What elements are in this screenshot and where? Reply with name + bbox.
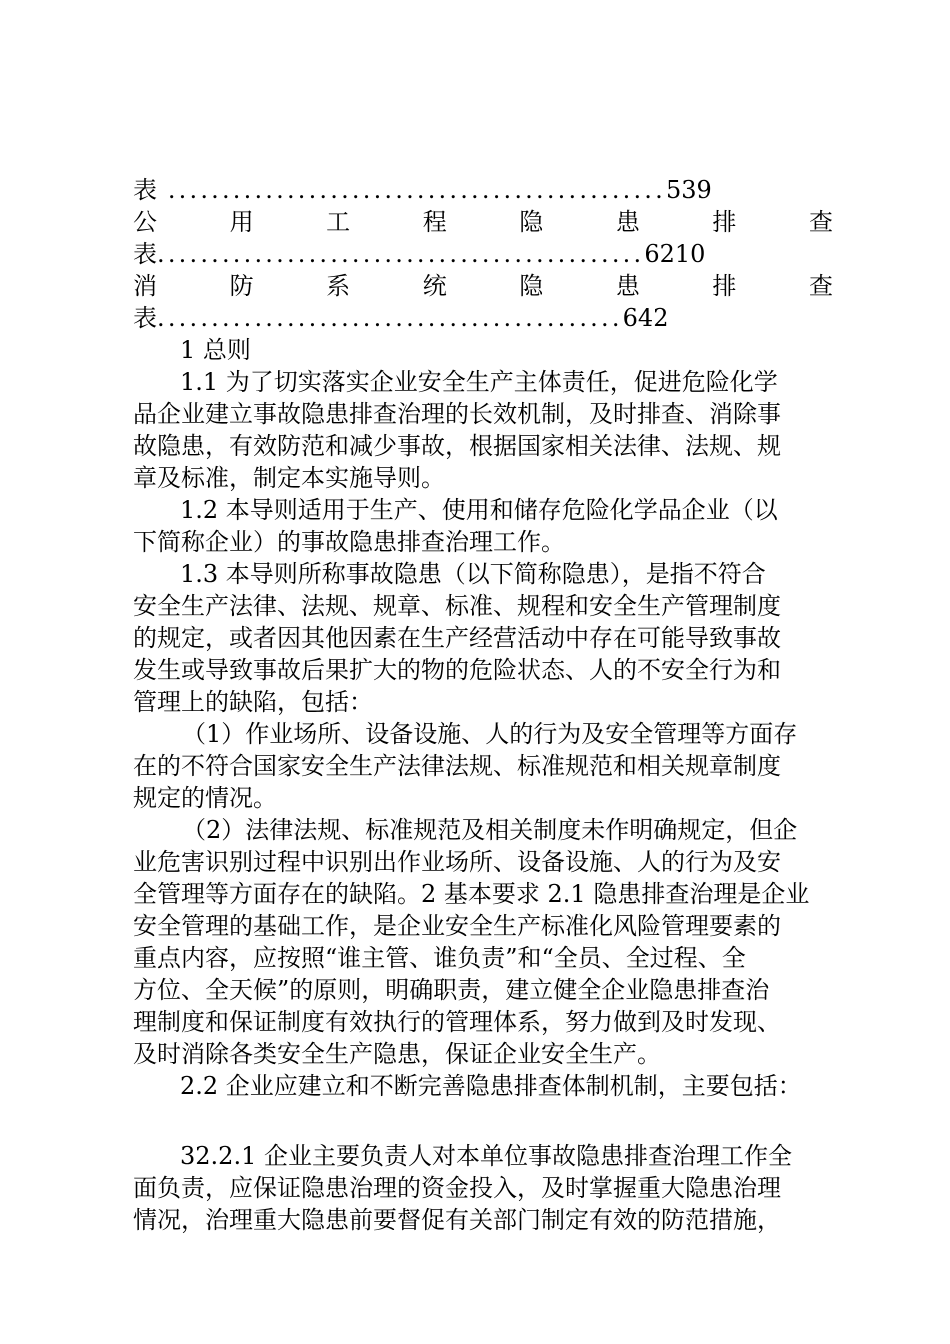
- toc-char: 隐: [519, 208, 544, 236]
- paragraph-line: 全管理等方面存在的缺陷。2 基本要求 2.1 隐患排查治理是企业: [133, 880, 810, 908]
- toc-entry: [133, 302, 833, 334]
- paragraph-line: 管理上的缺陷，包括：: [133, 688, 373, 716]
- paragraph-line: 32.2.1 企业主要负责人对本单位事故隐患排查治理工作全: [180, 1142, 792, 1170]
- toc-leader-dots: ..............................................: [157, 176, 666, 204]
- toc-lead: 表: [133, 176, 157, 204]
- toc-leader-dots: ...........................................: [157, 304, 623, 332]
- paragraph-line: 下简称企业）的事故隐患排查治理工作。: [133, 528, 565, 556]
- paragraph-line: 的规定，或者因其他因素在生产经营活动中存在可能导致事故: [133, 624, 781, 652]
- toc-page-number: 642: [622, 304, 669, 332]
- list-item-line: 规定的情况。: [133, 784, 277, 812]
- paragraph-line: 理制度和保证制度有效执行的管理体系，努力做到及时发现、: [133, 1008, 781, 1036]
- toc-char: 防: [229, 272, 254, 300]
- list-item-line: 业危害识别过程中识别出作业场所、设备设施、人的行为及安: [133, 848, 781, 876]
- toc-char: 隐: [519, 272, 544, 300]
- toc-entry: [133, 174, 833, 206]
- paragraph-line: 面负责，应保证隐患治理的资金投入，及时掌握重大隐患治理: [133, 1174, 781, 1202]
- paragraph-line: 方位、全天候”的原则，明确职责，建立健全企业隐患排查治: [133, 976, 770, 1004]
- paragraph-line: 安全管理的基础工作，是企业安全生产标准化风险管理要素的: [133, 912, 781, 940]
- list-item-line: （2）法律法规、标准规范及相关制度未作明确规定，但企: [182, 816, 798, 844]
- toc-char: 患: [615, 272, 640, 300]
- toc-page-number: 539: [665, 176, 712, 204]
- paragraph-line: 1.3 本导则所称事故隐患（以下简称隐患），是指不符合: [180, 560, 766, 588]
- toc-lead: 表: [133, 240, 157, 268]
- toc-char: 消: [133, 272, 157, 300]
- paragraph-line: 及时消除各类安全生产隐患，保证企业安全生产。: [133, 1040, 661, 1068]
- paragraph-line: 情况，治理重大隐患前要督促有关部门制定有效的防范措施，: [133, 1206, 781, 1234]
- list-item-line: （1）作业场所、设备设施、人的行为及安全管理等方面存: [182, 720, 798, 748]
- toc-char: 患: [615, 208, 640, 236]
- toc-leader-dots: .............................................: [157, 240, 645, 268]
- toc-char: 查: [808, 272, 833, 300]
- toc-char: 程: [422, 208, 447, 236]
- toc-char: 统: [422, 272, 447, 300]
- toc-page-number: 6210: [644, 240, 706, 268]
- paragraph-line: 发生或导致事故后果扩大的物的危险状态、人的不安全行为和: [133, 656, 781, 684]
- paragraph-line: 章及标准，制定本实施导则。: [133, 464, 445, 492]
- toc-lead: 表: [133, 304, 157, 332]
- toc-entry-title: [133, 270, 833, 302]
- paragraph-line: 品企业建立事故隐患排查治理的长效机制，及时排查、消除事: [133, 400, 781, 428]
- toc-char: 公: [133, 208, 157, 236]
- paragraph-line: 重点内容，应按照“谁主管、谁负责”和“全员、全过程、全: [133, 944, 746, 972]
- toc-char: 系: [326, 272, 351, 300]
- toc-entry-title: [133, 206, 833, 238]
- paragraph-line: 安全生产法律、法规、规章、标准、规程和安全生产管理制度: [133, 592, 781, 620]
- paragraph-line: 2.2 企业应建立和不断完善隐患排查体制机制，主要包括：: [180, 1072, 802, 1100]
- toc-char: 排: [712, 208, 737, 236]
- toc-char: 排: [712, 272, 737, 300]
- paragraph-line: 1.1 为了切实落实企业安全生产主体责任，促进危险化学: [180, 368, 778, 396]
- list-item-line: 在的不符合国家安全生产法律法规、标准规范和相关规章制度: [133, 752, 781, 780]
- toc-entry: [133, 238, 833, 270]
- section-heading: 1 总则: [180, 336, 251, 364]
- toc-char: 工: [326, 208, 351, 236]
- toc-char: 用: [229, 208, 254, 236]
- paragraph-line: 1.2 本导则适用于生产、使用和储存危险化学品企业（以: [180, 496, 778, 524]
- toc-char: 查: [808, 208, 833, 236]
- paragraph-line: 故隐患，有效防范和减少事故，根据国家相关法律、法规、规: [133, 432, 781, 460]
